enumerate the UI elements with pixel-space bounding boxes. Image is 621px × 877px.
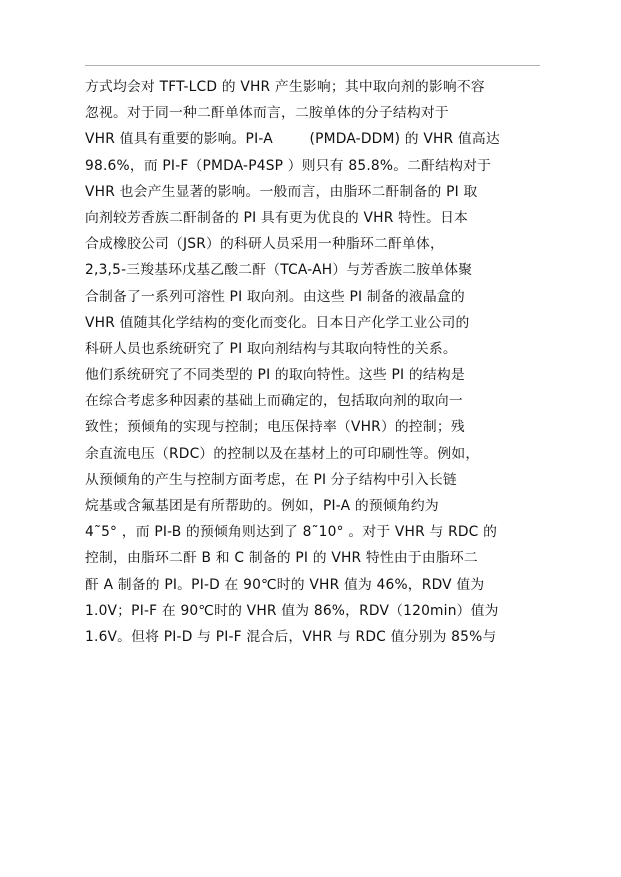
- text-line: VHR 值随其化学结构的变化而变化。日本日产化学工业公司的: [85, 314, 470, 331]
- header-rule: [85, 65, 540, 66]
- text-line: 2,3,5-三羧基环戊基乙酸二酐（TCA-AH）与芳香族二胺单体聚: [85, 262, 473, 279]
- text-line: 他们系统研究了不同类型的 PI 的取向特性。这些 PI 的结构是: [85, 367, 465, 384]
- text-line: 合成橡胶公司（JSR）的科研人员采用一种脂环二酐单体，: [85, 236, 444, 253]
- text-line: 合制备了一系列可溶性 PI 取向剂。由这些 PI 制备的液晶盒的: [85, 288, 465, 305]
- text-line: 控制，由脂环二酐 B 和 C 制备的 PI 的 VHR 特性由于由脂环二: [85, 550, 478, 567]
- text-line: 4˜5° ，而 PI-B 的预倾角则达到了 8˜10° 。对于 VHR 与 RDC 的: [85, 524, 498, 541]
- text-line: 向剂较芳香族二酐制备的 PI 具有更为优良的 VHR 特性。日本: [85, 209, 469, 226]
- text-line: 酐 A 制备的 PI。PI-D 在 90℃时的 VHR 值为 46%，RDV 值为: [85, 576, 485, 593]
- body-paragraph: [85, 74, 545, 650]
- text-line: 从预倾角的产生与控制方面考虑，在 PI 分子结构中引入长链: [85, 471, 457, 488]
- text-line: 1.0V；PI-F 在 90℃时的 VHR 值为 86%，RDV（120min）值为: [85, 602, 499, 619]
- text-line: 科研人员也系统研究了 PI 取向剂结构与其取向特性的关系。: [85, 340, 457, 357]
- text-line: 方式均会对 TFT-LCD 的 VHR 产生影响；其中取向剂的影响不容: [85, 79, 485, 95]
- text-line: 致性；预倾角的实现与控制；电压保持率（VHR）的控制；残: [85, 419, 465, 436]
- text-line: VHR 值具有重要的影响。PI-A (PMDA-DDM) 的 VHR 值高达: [85, 131, 500, 148]
- text-line: 在综合考虑多种因素的基础上而确定的，包括取向剂的取向一: [85, 393, 463, 410]
- text-line: VHR 也会产生显著的影响。一般而言，由脂环二酐制备的 PI 取: [85, 183, 478, 200]
- text-line: 忽视。对于同一种二酐单体而言，二胺单体的分子结构对于: [85, 105, 449, 122]
- text-line: 98.6%，而 PI-F（PMDA-P4SP ）则只有 85.8%。二酐结构对于: [85, 157, 492, 174]
- text-line: 余直流电压（RDC）的控制以及在基材上的可印刷性等。例如，: [85, 445, 480, 462]
- text-line: 烷基或含氟基团是有所帮助的。例如，PI-A 的预倾角约为: [85, 498, 439, 514]
- text-line: 1.6V。但将 PI-D 与 PI-F 混合后，VHR 与 RDC 值分别为 85%与: [85, 628, 497, 645]
